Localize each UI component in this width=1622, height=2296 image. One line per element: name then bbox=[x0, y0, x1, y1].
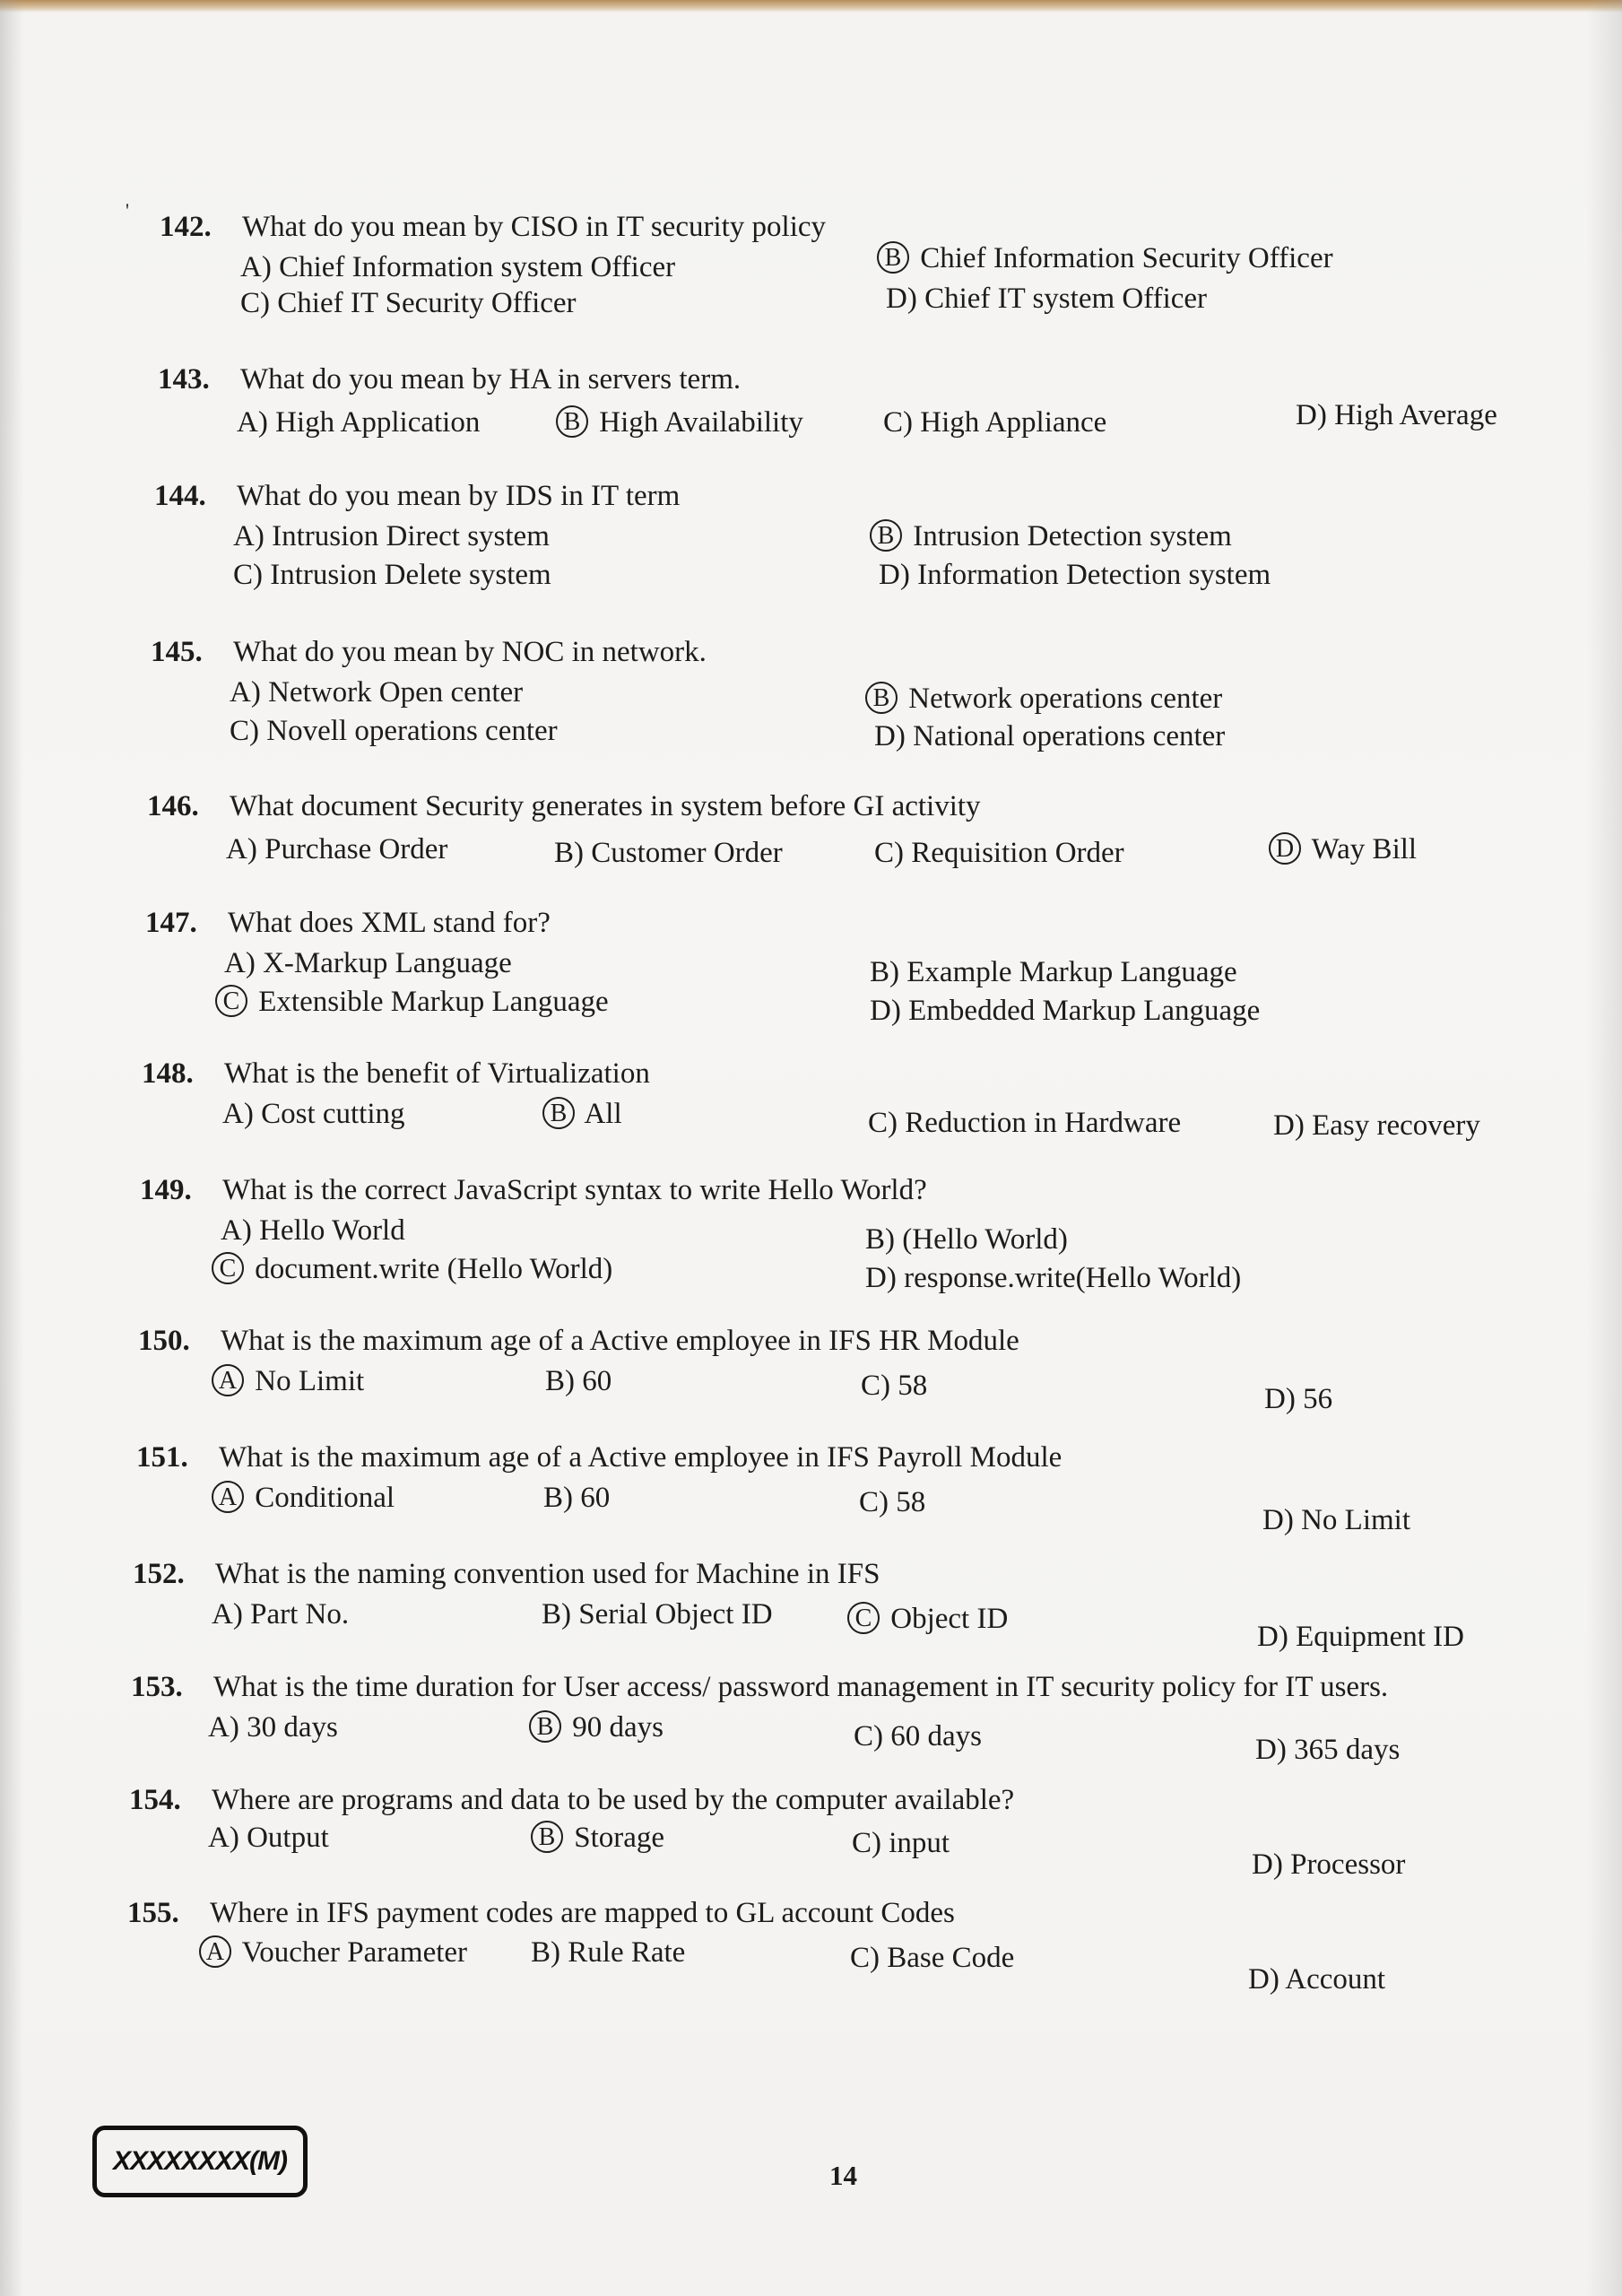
option-letter: D bbox=[1273, 1109, 1295, 1142]
option-text: 365 days bbox=[1294, 1734, 1401, 1766]
question-number: 154. bbox=[129, 1784, 181, 1816]
option-d bbox=[870, 992, 1260, 1030]
option-letter: B bbox=[865, 1223, 886, 1256]
option-text: Chief Information Security Officer bbox=[920, 242, 1333, 274]
option-text: Network Open center bbox=[268, 676, 524, 709]
option-text: 30 days bbox=[247, 1711, 338, 1744]
question-number: 144. bbox=[154, 480, 206, 512]
question-number: 146. bbox=[147, 790, 199, 822]
option-c bbox=[883, 404, 1106, 441]
option-paren: ) bbox=[232, 1598, 243, 1631]
option-a bbox=[226, 831, 447, 868]
option-text: Way Bill bbox=[1311, 833, 1418, 865]
question-number: 151. bbox=[136, 1441, 188, 1474]
option-text: response.write(Hello World) bbox=[904, 1262, 1242, 1294]
option-paren: ) bbox=[894, 837, 905, 869]
option-paren: ) bbox=[873, 1720, 884, 1752]
option-c bbox=[847, 1600, 1008, 1638]
option-paren: ) bbox=[888, 1107, 898, 1139]
option-c bbox=[212, 1250, 612, 1288]
question-text: What do you mean by CISO in IT security policy bbox=[242, 211, 827, 243]
option-a bbox=[212, 1596, 349, 1633]
question-text: What is the time duration for User access/ password management in IT security policy for IT users. bbox=[213, 1671, 1389, 1703]
option-text: Storage bbox=[574, 1822, 665, 1854]
option-paren: ) bbox=[574, 837, 585, 869]
option-paren: ) bbox=[906, 283, 917, 315]
option-paren: ) bbox=[1283, 1504, 1294, 1536]
question-text: What do you mean by NOC in network. bbox=[233, 636, 707, 668]
option-b bbox=[877, 239, 1333, 277]
option-d bbox=[1296, 396, 1497, 434]
option-letter: D bbox=[1296, 399, 1317, 431]
option-text: High Average bbox=[1334, 399, 1497, 431]
option-text: High Application bbox=[275, 406, 481, 439]
question-number: 152. bbox=[133, 1558, 185, 1590]
option-text: Requisition Order bbox=[911, 837, 1124, 869]
option-b bbox=[542, 1596, 773, 1633]
option-d bbox=[1248, 1961, 1385, 1998]
option-a bbox=[233, 517, 550, 555]
option-paren: ) bbox=[261, 251, 272, 283]
circled-answer-letter: B bbox=[556, 405, 588, 438]
option-text: Part No. bbox=[250, 1598, 350, 1631]
option-text: Base Code bbox=[887, 1942, 1015, 1974]
question-text: What do you mean by HA in servers term. bbox=[240, 363, 742, 396]
option-d bbox=[1273, 1107, 1480, 1144]
option-text: Conditional bbox=[255, 1482, 395, 1514]
option-d bbox=[1252, 1846, 1405, 1883]
option-letter: C bbox=[852, 1827, 872, 1859]
option-a bbox=[212, 1362, 364, 1400]
option-text: input bbox=[889, 1827, 950, 1859]
option-letter: A bbox=[226, 833, 247, 865]
option-paren: ) bbox=[1316, 399, 1327, 431]
circled-answer-letter: D bbox=[1269, 832, 1301, 865]
option-b bbox=[870, 953, 1237, 991]
option-paren: ) bbox=[895, 720, 906, 752]
option-text: Hello World bbox=[259, 1214, 405, 1247]
option-text: 60 bbox=[580, 1482, 611, 1514]
option-text: Account bbox=[1285, 1963, 1386, 1996]
option-paren: ) bbox=[1278, 1621, 1288, 1653]
option-b bbox=[531, 1819, 664, 1857]
option-text: 90 days bbox=[572, 1711, 664, 1744]
option-letter: C bbox=[868, 1107, 889, 1139]
option-b bbox=[542, 1095, 622, 1133]
option-a bbox=[199, 1934, 467, 1971]
circled-answer-letter: A bbox=[199, 1935, 231, 1968]
option-paren: ) bbox=[870, 1942, 880, 1974]
option-letter: C bbox=[240, 287, 261, 319]
question-text: Where are programs and data to be used by the computer available? bbox=[212, 1784, 1015, 1816]
option-letter: A bbox=[233, 520, 255, 552]
option-text: 60 bbox=[582, 1365, 612, 1397]
page-number: 14 bbox=[829, 2160, 857, 2191]
question-number: 148. bbox=[142, 1057, 194, 1090]
footer-code-box bbox=[92, 2126, 308, 2197]
option-text: Voucher Parameter bbox=[241, 1936, 468, 1969]
option-paren: ) bbox=[1294, 1109, 1305, 1142]
option-text: No Limit bbox=[1301, 1504, 1411, 1536]
option-letter: A bbox=[208, 1822, 230, 1854]
option-paren: ) bbox=[889, 956, 900, 988]
option-text: High Appliance bbox=[920, 406, 1107, 439]
option-b bbox=[865, 680, 1222, 718]
option-text: Easy recovery bbox=[1312, 1109, 1480, 1142]
option-b bbox=[554, 834, 783, 872]
option-paren: ) bbox=[1276, 1734, 1287, 1766]
option-letter: A bbox=[212, 1598, 233, 1631]
option-text: Processor bbox=[1290, 1848, 1406, 1881]
option-letter: C bbox=[850, 1942, 871, 1974]
option-paren: ) bbox=[241, 1214, 252, 1247]
circled-answer-letter: B bbox=[531, 1821, 563, 1853]
option-letter: D bbox=[1252, 1848, 1273, 1881]
option-letter: A bbox=[208, 1711, 230, 1744]
option-paren: ) bbox=[229, 1822, 239, 1854]
option-c bbox=[861, 1367, 927, 1405]
option-paren: ) bbox=[565, 1365, 576, 1397]
question-number: 147. bbox=[145, 907, 197, 939]
option-text: Information Detection system bbox=[917, 559, 1271, 591]
option-text: Rule Rate bbox=[568, 1936, 686, 1969]
option-a bbox=[240, 248, 675, 286]
question-number: 150. bbox=[138, 1325, 190, 1357]
option-text: Example Markup Language bbox=[906, 956, 1237, 988]
option-paren: ) bbox=[260, 287, 271, 319]
option-c bbox=[852, 1824, 950, 1862]
option-c bbox=[215, 983, 609, 1021]
option-paren: ) bbox=[247, 833, 257, 865]
option-letter: A bbox=[240, 251, 262, 283]
stray-tick-mark: ' bbox=[126, 199, 129, 222]
option-d bbox=[874, 718, 1225, 755]
option-paren: ) bbox=[257, 406, 268, 439]
option-c bbox=[240, 284, 577, 322]
option-text: High Availability bbox=[599, 406, 803, 439]
option-letter: A bbox=[237, 406, 258, 439]
option-letter: C bbox=[859, 1486, 880, 1518]
option-letter: D bbox=[1248, 1963, 1270, 1996]
circled-answer-letter: C bbox=[847, 1602, 880, 1634]
page-right-shadow bbox=[1586, 0, 1622, 2296]
option-letter: A bbox=[222, 1098, 244, 1130]
option-letter: C bbox=[874, 837, 895, 869]
question-text: What is the naming convention used for Machine in IFS bbox=[215, 1558, 880, 1590]
option-letter: C bbox=[883, 406, 904, 439]
option-d bbox=[1255, 1731, 1400, 1769]
option-text: Customer Order bbox=[591, 837, 783, 869]
option-b bbox=[865, 1221, 1068, 1258]
option-letter: D bbox=[865, 1262, 887, 1294]
circled-answer-letter: B bbox=[529, 1710, 561, 1743]
option-text: Reduction in Hardware bbox=[905, 1107, 1182, 1139]
option-letter: D bbox=[870, 995, 891, 1027]
circled-answer-letter: A bbox=[212, 1364, 244, 1396]
option-letter: C bbox=[233, 559, 254, 591]
option-text: All bbox=[584, 1098, 622, 1130]
option-letter: B bbox=[531, 1936, 551, 1969]
circled-answer-letter: C bbox=[215, 985, 247, 1017]
option-d bbox=[1264, 1380, 1332, 1418]
circled-answer-letter: B bbox=[877, 241, 909, 274]
option-letter: B bbox=[545, 1365, 566, 1397]
option-letter: D bbox=[1264, 1383, 1286, 1415]
option-a bbox=[208, 1819, 329, 1857]
option-letter: C bbox=[230, 715, 250, 747]
option-letter: D bbox=[886, 283, 907, 315]
question-text: What document Security generates in system before GI activity bbox=[230, 790, 981, 822]
option-d bbox=[879, 556, 1271, 594]
option-text: Chief IT Security Officer bbox=[277, 287, 577, 319]
option-paren: ) bbox=[885, 1223, 896, 1256]
option-text: Extensible Markup Language bbox=[258, 986, 609, 1018]
option-paren: ) bbox=[563, 1482, 574, 1514]
option-b bbox=[545, 1362, 612, 1400]
option-d bbox=[1269, 831, 1417, 868]
option-text: Equipment ID bbox=[1296, 1621, 1464, 1653]
option-text: Network operations center bbox=[908, 683, 1223, 715]
option-text: Chief IT system Officer bbox=[924, 283, 1208, 315]
option-c bbox=[850, 1939, 1014, 1977]
option-c bbox=[854, 1718, 982, 1755]
option-c bbox=[230, 712, 558, 750]
option-text: Novell operations center bbox=[266, 715, 558, 747]
circled-answer-letter: B bbox=[865, 682, 898, 714]
question-text: What is the benefit of Virtualization bbox=[224, 1057, 650, 1090]
option-letter: B bbox=[554, 837, 575, 869]
option-text: Intrusion Detection system bbox=[913, 520, 1232, 552]
option-paren: ) bbox=[899, 559, 910, 591]
option-a bbox=[221, 1212, 405, 1249]
option-letter: D bbox=[1257, 1621, 1279, 1653]
question-number: 153. bbox=[131, 1671, 183, 1703]
option-letter: D bbox=[1255, 1734, 1277, 1766]
option-paren: ) bbox=[1269, 1963, 1279, 1996]
option-letter: B bbox=[542, 1598, 562, 1631]
option-b bbox=[543, 1479, 610, 1517]
question-number: 142. bbox=[160, 211, 212, 243]
option-text: X-Markup Language bbox=[263, 947, 512, 979]
question-number: 145. bbox=[151, 636, 203, 668]
option-text: Intrusion Direct system bbox=[272, 520, 550, 552]
option-a bbox=[212, 1479, 395, 1517]
option-b bbox=[870, 517, 1232, 555]
option-text: 60 days bbox=[890, 1720, 983, 1752]
option-text: Embedded Markup Language bbox=[908, 995, 1261, 1027]
option-text: Chief Information system Officer bbox=[279, 251, 676, 283]
option-paren: ) bbox=[249, 715, 260, 747]
option-letter: D bbox=[874, 720, 896, 752]
option-c bbox=[233, 556, 551, 594]
option-text: Object ID bbox=[890, 1603, 1009, 1635]
option-paren: ) bbox=[243, 1098, 254, 1130]
option-text: Output bbox=[247, 1822, 329, 1854]
option-b bbox=[529, 1709, 664, 1746]
page-left-shadow bbox=[0, 0, 23, 2296]
option-text: National operations center bbox=[913, 720, 1226, 752]
option-letter: B bbox=[870, 956, 890, 988]
option-d bbox=[1262, 1501, 1410, 1539]
option-letter: A bbox=[230, 676, 251, 709]
option-letter: A bbox=[221, 1214, 242, 1247]
option-a bbox=[237, 404, 480, 441]
page-top-edge bbox=[0, 0, 1622, 13]
option-text: Intrusion Delete system bbox=[270, 559, 551, 591]
question-text: What is the maximum age of a Active employee in IFS HR Module bbox=[221, 1325, 1019, 1357]
option-text: 58 bbox=[898, 1370, 928, 1402]
option-letter: A bbox=[224, 947, 246, 979]
circled-answer-letter: B bbox=[870, 519, 902, 552]
question-text: What does XML stand for? bbox=[228, 907, 551, 939]
option-d bbox=[1257, 1618, 1464, 1656]
option-a bbox=[208, 1709, 338, 1746]
question-text: Where in IFS payment codes are mapped to GL account Codes bbox=[210, 1897, 955, 1929]
option-a bbox=[224, 944, 512, 982]
circled-answer-letter: A bbox=[212, 1481, 244, 1513]
question-text: What do you mean by IDS in IT term bbox=[237, 480, 681, 512]
option-a bbox=[230, 674, 523, 711]
footer-code: XXXXXXXX(M) bbox=[112, 2146, 288, 2176]
option-letter: C bbox=[854, 1720, 874, 1752]
option-paren: ) bbox=[1285, 1383, 1296, 1415]
option-c bbox=[859, 1483, 925, 1521]
option-text: 56 bbox=[1303, 1383, 1333, 1415]
option-paren: ) bbox=[561, 1598, 572, 1631]
option-letter: C bbox=[861, 1370, 881, 1402]
option-letter: B bbox=[543, 1482, 564, 1514]
option-paren: ) bbox=[551, 1936, 561, 1969]
option-text: Serial Object ID bbox=[578, 1598, 773, 1631]
option-b bbox=[531, 1934, 685, 1971]
option-paren: ) bbox=[880, 1370, 891, 1402]
circled-answer-letter: B bbox=[542, 1097, 575, 1129]
option-letter: D bbox=[879, 559, 900, 591]
option-paren: ) bbox=[879, 1486, 889, 1518]
question-text: What is the maximum age of a Active employee in IFS Payroll Module bbox=[219, 1441, 1063, 1474]
question-text: What is the correct JavaScript syntax to write Hello World? bbox=[222, 1174, 927, 1206]
option-text: No Limit bbox=[255, 1365, 365, 1397]
option-letter: D bbox=[1262, 1504, 1284, 1536]
option-d bbox=[886, 280, 1207, 317]
option-a bbox=[222, 1095, 405, 1133]
option-paren: ) bbox=[254, 520, 265, 552]
option-paren: ) bbox=[229, 1711, 239, 1744]
option-text: Purchase Order bbox=[265, 833, 448, 865]
option-c bbox=[868, 1104, 1181, 1142]
option-paren: ) bbox=[253, 559, 264, 591]
option-paren: ) bbox=[872, 1827, 882, 1859]
option-text: Cost cutting bbox=[261, 1098, 405, 1130]
option-paren: ) bbox=[245, 947, 256, 979]
option-b bbox=[556, 404, 803, 441]
option-text: document.write (Hello World) bbox=[255, 1253, 613, 1285]
option-paren: ) bbox=[903, 406, 914, 439]
option-paren: ) bbox=[250, 676, 261, 709]
circled-answer-letter: C bbox=[212, 1252, 244, 1284]
option-text: 58 bbox=[896, 1486, 926, 1518]
question-number: 143. bbox=[158, 363, 210, 396]
option-paren: ) bbox=[1272, 1848, 1283, 1881]
question-number: 149. bbox=[140, 1174, 192, 1206]
option-d bbox=[865, 1259, 1241, 1297]
option-c bbox=[874, 834, 1124, 872]
option-paren: ) bbox=[890, 995, 901, 1027]
option-paren: ) bbox=[886, 1262, 897, 1294]
option-text: (Hello World) bbox=[902, 1223, 1068, 1256]
question-number: 155. bbox=[127, 1897, 179, 1929]
